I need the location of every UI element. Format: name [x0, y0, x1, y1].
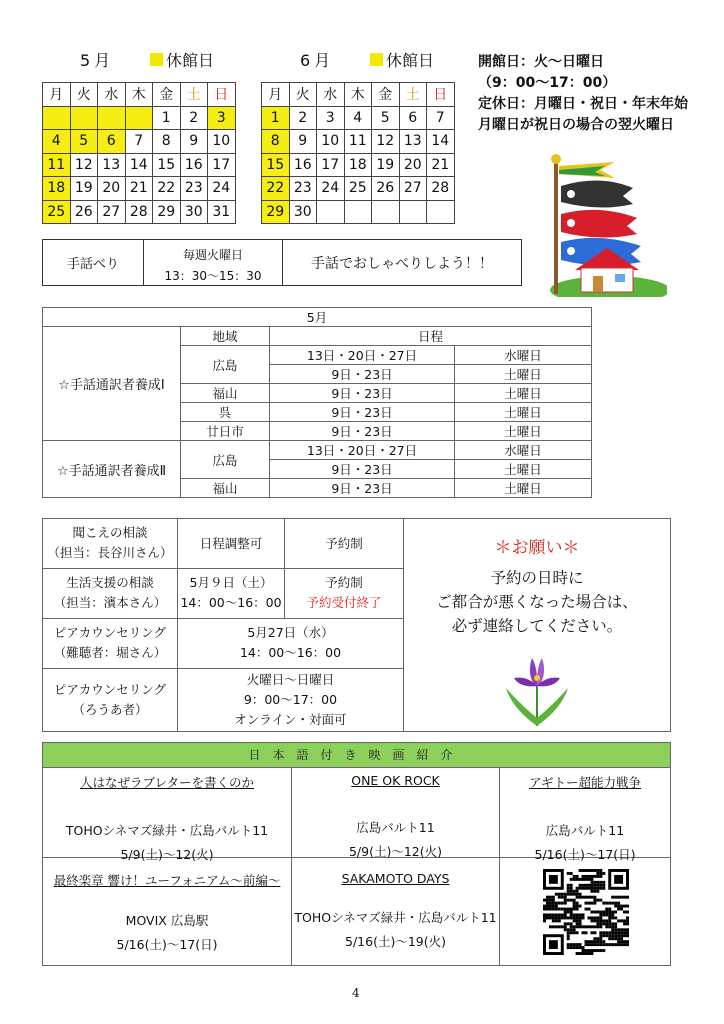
weekday-header: 金: [153, 83, 181, 107]
movie-title: SAKAMOTO DAYS: [341, 871, 450, 886]
calendar-day: [43, 106, 71, 130]
calendar-day: 13: [399, 130, 427, 154]
consult-row-1-title: [43, 519, 178, 569]
table-cell-dates: 9日・23日: [270, 422, 455, 441]
request-title: ＊お願い＊: [494, 538, 580, 558]
consult-staff: （ろうあ者）: [72, 701, 148, 717]
shuwa-beri-box: [42, 239, 522, 286]
movie-period: 5/16(土)～17(日): [116, 937, 218, 952]
iris-flower-illustration: [502, 648, 572, 728]
may-month-label: 5月: [80, 51, 115, 70]
table-cell-day: 土曜日: [455, 422, 592, 441]
request-line: ご都合が悪くなった場合は、: [436, 593, 638, 611]
calendar-day: [317, 200, 345, 224]
area-header: 地域: [181, 327, 270, 346]
calendar-day: 4: [344, 106, 372, 130]
consult-staff: （難聴者：堀さん）: [53, 645, 167, 661]
calendar-day: [125, 106, 153, 130]
calendar-day: 27: [399, 177, 427, 201]
calendar-day: 2: [180, 106, 208, 130]
may-calendar-header: [80, 48, 214, 71]
weekday-header: 日: [427, 83, 455, 107]
table-cell-dates: 9日・23日: [270, 365, 455, 384]
consult-title: 生活支援の相談: [66, 575, 154, 591]
consult-date: 5月９日（土）: [189, 575, 273, 591]
calendar-day: 7: [125, 130, 153, 154]
movie-theater: TOHOシネマズ緑井・広島バルト11: [65, 823, 269, 838]
calendar-day: 1: [262, 106, 290, 130]
closed-day-legend-label: 休館日: [386, 51, 435, 70]
movie-period: 5/9(土)～12(火): [120, 847, 214, 862]
consult-mode: オンライン・対面可: [234, 711, 347, 727]
consult-staff: （担当：長谷川さん）: [47, 545, 173, 561]
calendar-day: 27: [98, 200, 126, 224]
consult-row-3-title: [43, 618, 178, 668]
calendar-day: 5: [70, 130, 98, 154]
calendar-day: 26: [70, 200, 98, 224]
movie-period: 5/9(土)～12(火): [348, 844, 443, 859]
table-cell-area: 呉: [181, 403, 270, 422]
calendar-day: 18: [43, 177, 71, 201]
calendar-day: 15: [262, 153, 290, 177]
movie-card: [292, 871, 499, 950]
calendar-day: 23: [180, 177, 208, 201]
consult-note: 予約制: [285, 519, 404, 569]
calendar-day: 11: [344, 130, 372, 154]
table-cell-day: 土曜日: [455, 479, 592, 498]
calendar-day: 3: [208, 106, 236, 130]
course-month: 5月: [43, 308, 592, 327]
calendar-day: 14: [427, 130, 455, 154]
calendar-day: 16: [289, 153, 317, 177]
consult-days: 火曜日～日曜日: [246, 671, 335, 687]
closed-day-legend-swatch: [370, 53, 383, 66]
movie-card: [500, 773, 670, 863]
interpreter-course-table: [42, 307, 592, 498]
consult-time: 9：00～17：00: [243, 691, 338, 707]
weekday-header: 火: [70, 83, 98, 107]
consultation-table: [42, 518, 671, 732]
page-number: 4: [352, 986, 360, 1000]
june-calendar: [261, 82, 455, 224]
calendar-day: 29: [262, 200, 290, 224]
schedule-header: 日程: [270, 327, 592, 346]
movie-card: [43, 773, 291, 863]
calendar-day: 6: [98, 130, 126, 154]
calendar-day: 7: [427, 106, 455, 130]
calendar-day: 12: [372, 130, 400, 154]
consult-datetime: [178, 618, 404, 668]
calendar-day: 28: [125, 200, 153, 224]
table-cell-day: 水曜日: [455, 441, 592, 460]
movie-card: [43, 871, 291, 953]
request-message: [404, 566, 670, 638]
calendar-day: 23: [289, 177, 317, 201]
movie-period: 5/16(土)～17(日): [534, 847, 636, 862]
table-cell-dates: 9日・23日: [270, 403, 455, 422]
calendar-day: 17: [208, 153, 236, 177]
calendar-day: 9: [289, 130, 317, 154]
calendar-day: 9: [180, 130, 208, 154]
weekday-header: 木: [125, 83, 153, 107]
calendar-day: 31: [208, 200, 236, 224]
calendar-day: 16: [180, 153, 208, 177]
table-cell-dates: 9日・23日: [270, 479, 455, 498]
calendar-day: 13: [98, 153, 126, 177]
movie-title: ONE OK ROCK: [351, 773, 440, 788]
shuwa-beri-time: 13：30～15：30: [164, 269, 262, 283]
open-days: 開館日：火～日曜日: [478, 54, 604, 70]
calendar-day: 17: [317, 153, 345, 177]
consult-staff: （担当：濱本さん）: [53, 595, 167, 611]
table-cell-area: 広島: [181, 441, 270, 479]
calendar-day: [427, 200, 455, 224]
calendar-day: [372, 200, 400, 224]
calendar-day: [399, 200, 427, 224]
movie-title: 最終楽章 響け！ユーフォニアム～前編～: [53, 873, 281, 888]
calendar-day: 5: [372, 106, 400, 130]
request-line: 予約の日時に: [490, 569, 584, 587]
weekday-header: 金: [372, 83, 400, 107]
consult-time: 14：00～16：00: [180, 595, 282, 611]
weekday-header: 火: [289, 83, 317, 107]
june-calendar-header: [300, 48, 434, 71]
movie-theater: 広島バルト11: [545, 823, 625, 838]
calendar-day: [344, 200, 372, 224]
table-cell-dates: 9日・23日: [270, 460, 455, 479]
calendar-day: 8: [262, 130, 290, 154]
calendar-day: 25: [43, 200, 71, 224]
consult-note-cell: [285, 568, 404, 618]
calendar-day: 18: [344, 153, 372, 177]
table-cell-dates: 13日・20日・27日: [270, 441, 455, 460]
course-2-name: ☆手話通訳者養成Ⅱ: [43, 441, 181, 498]
calendar-day: 19: [372, 153, 400, 177]
table-cell-day: 水曜日: [455, 346, 592, 365]
consult-row-2-title: [43, 568, 178, 618]
request-line: 必ず連絡してください。: [451, 617, 623, 635]
weekday-header: 水: [317, 83, 345, 107]
table-cell-area: 福山: [181, 384, 270, 403]
shuwa-beri-schedule: [143, 240, 283, 285]
reservation-closed-status: 予約受付終了: [306, 595, 382, 611]
closed-days-note: 月曜日が祝日の場合の翌火曜日: [478, 117, 674, 133]
table-cell-dates: 9日・23日: [270, 384, 455, 403]
calendar-day: 21: [427, 153, 455, 177]
calendar-day: 2: [289, 106, 317, 130]
calendar-day: 3: [317, 106, 345, 130]
calendar-day: 24: [317, 177, 345, 201]
calendar-day: 28: [427, 177, 455, 201]
course-1-name: ☆手話通訳者養成Ⅰ: [43, 327, 181, 441]
weekday-header: 水: [98, 83, 126, 107]
table-cell-day: 土曜日: [455, 460, 592, 479]
movie-section-header: 日本語付き映画紹介: [43, 743, 670, 768]
table-cell-area: 広島: [181, 346, 270, 384]
calendar-day: 1: [153, 106, 181, 130]
movie-title: 人はなぜラブレターを書くのか: [79, 775, 254, 790]
closed-day-legend-swatch: [150, 53, 163, 66]
movie-theater: MOVIX 広島駅: [125, 913, 209, 928]
calendar-day: 19: [70, 177, 98, 201]
consult-title: ピアカウンセリング: [53, 625, 167, 641]
calendar-day: 6: [399, 106, 427, 130]
consult-title: ピアカウンセリング: [53, 681, 167, 697]
calendar-day: 20: [399, 153, 427, 177]
calendar-day: 12: [70, 153, 98, 177]
weekday-header: 月: [262, 83, 290, 107]
qr-code[interactable]: [543, 869, 629, 955]
table-cell-day: 土曜日: [455, 365, 592, 384]
hours-info: [478, 52, 688, 136]
weekday-header: 月: [43, 83, 71, 107]
calendar-day: 11: [43, 153, 71, 177]
weekday-header: 日: [208, 83, 236, 107]
table-cell-day: 土曜日: [455, 384, 592, 403]
calendar-day: 4: [43, 130, 71, 154]
calendar-day: 22: [262, 177, 290, 201]
consult-time: 14：00～16：00: [239, 645, 342, 661]
shuwa-beri-day: 毎週火曜日: [182, 248, 243, 262]
movie-theater: 広島バルト11: [356, 820, 435, 835]
calendar-day: 21: [125, 177, 153, 201]
calendar-day: 24: [208, 177, 236, 201]
calendar-day: [70, 106, 98, 130]
calendar-day: 26: [372, 177, 400, 201]
shuwa-beri-description: 手話でおしゃべりしよう！！: [311, 255, 493, 272]
calendar-day: 8: [153, 130, 181, 154]
june-month-label: 6月: [300, 51, 335, 70]
calendar-day: 29: [153, 200, 181, 224]
calendar-day: 15: [153, 153, 181, 177]
table-cell-area: 福山: [181, 479, 270, 498]
calendar-day: 30: [180, 200, 208, 224]
shuwa-beri-name: 手話べり: [66, 257, 119, 272]
consult-date: 5月27日（水）: [247, 625, 334, 641]
weekday-header: 木: [344, 83, 372, 107]
consult-datetime: [178, 568, 285, 618]
consult-datetime: [178, 668, 404, 731]
closed-days: 定休日：月曜日・祝日・年末年始: [478, 96, 688, 112]
request-box: [404, 519, 671, 732]
koinobori-illustration: [545, 152, 667, 297]
calendar-day: 20: [98, 177, 126, 201]
closed-day-legend-label: 休館日: [166, 51, 215, 70]
movie-section: [42, 742, 671, 966]
weekday-header: 土: [180, 83, 208, 107]
weekday-header: 土: [399, 83, 427, 107]
movie-period: 5/16(土)～19(火): [345, 934, 446, 949]
consult-when: 日程調整可: [178, 519, 285, 569]
movie-theater: TOHOシネマズ緑井・広島バルト11: [294, 910, 497, 925]
calendar-day: 30: [289, 200, 317, 224]
calendar-day: 14: [125, 153, 153, 177]
consult-title: 聞こえの相談: [72, 525, 148, 541]
calendar-day: 10: [208, 130, 236, 154]
open-hours: （9：00～17：00）: [478, 75, 617, 91]
calendar-day: 10: [317, 130, 345, 154]
calendar-day: [98, 106, 126, 130]
movie-title: アギトー超能力戦争: [528, 775, 641, 790]
calendar-day: 25: [344, 177, 372, 201]
consult-note: 予約制: [325, 575, 363, 591]
table-cell-dates: 13日・20日・27日: [270, 346, 455, 365]
may-calendar: [42, 82, 236, 224]
table-cell-day: 土曜日: [455, 403, 592, 422]
consult-row-4-title: [43, 668, 178, 731]
calendar-day: 22: [153, 177, 181, 201]
table-cell-area: 廿日市: [181, 422, 270, 441]
movie-card: [292, 773, 499, 860]
